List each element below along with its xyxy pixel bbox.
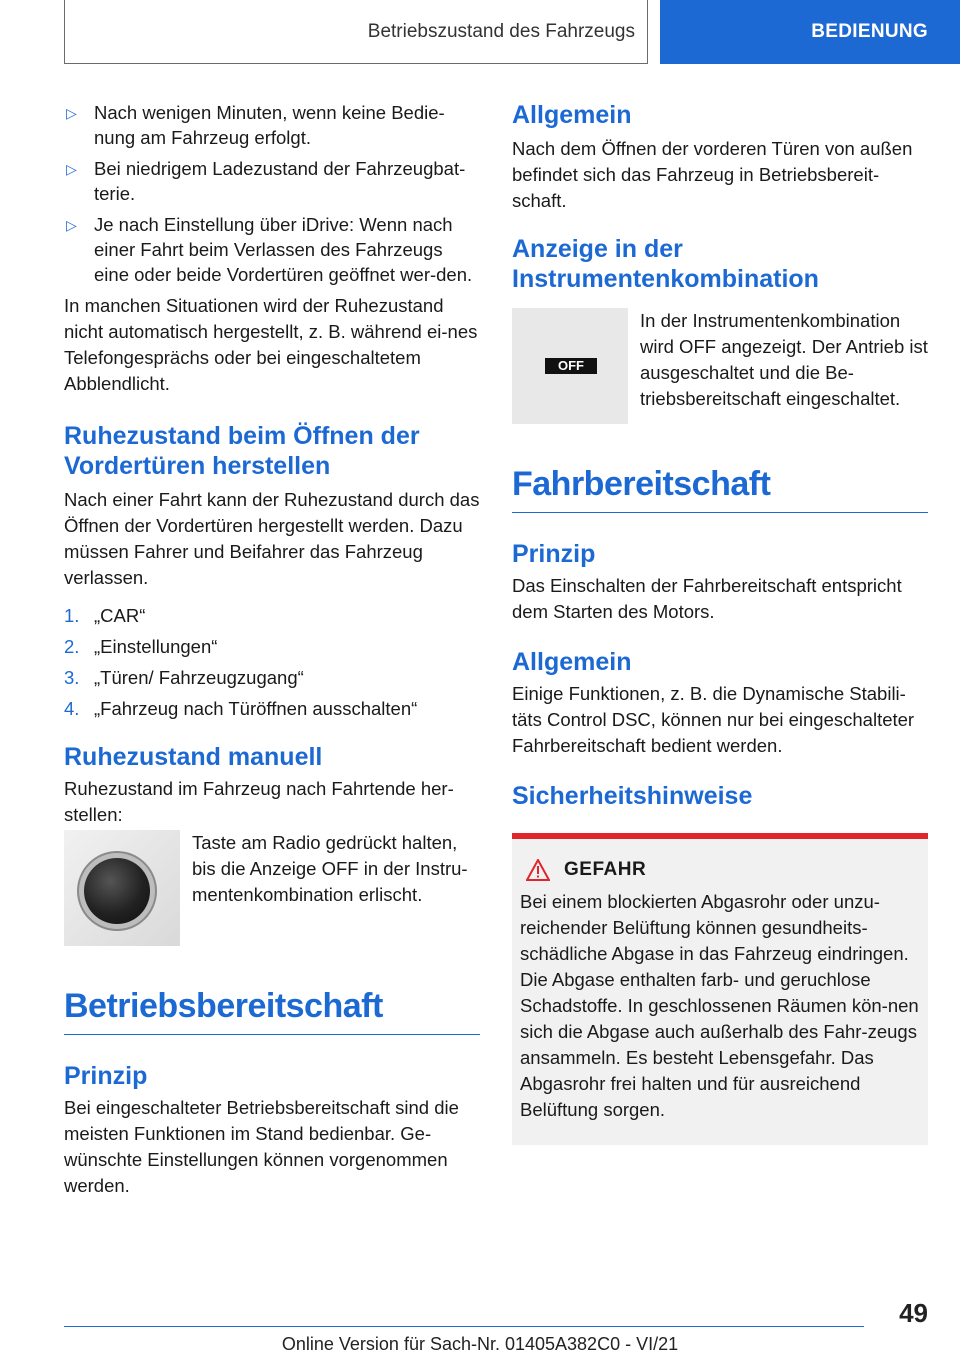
footer-online-version: Online Version für Sach-Nr. 01405A382C0 - VI/21 — [281, 1334, 679, 1354]
off-display-label: OFF — [545, 358, 597, 374]
list-item: 3. „Türen/ Fahrzeugzugang“ — [64, 667, 304, 688]
radio-knob-icon — [84, 858, 150, 924]
left-column — [64, 100, 480, 1199]
radio-button-image — [64, 830, 180, 946]
paragraph-situations: In manchen Situationen wird der Ruhezustand nicht automatisch hergestellt, z. B. während ei-nes Telefongesprächs oder bei eingeschaltetem Abblendlicht. — [64, 295, 478, 394]
warning-triangle-icon — [526, 859, 550, 881]
heading-general-2: Allgemein — [512, 648, 632, 676]
heading-principle-left: Prinzip — [64, 1062, 148, 1090]
heading-display: Anzeige in der Instrumentenkombination — [512, 235, 819, 293]
paragraph-principle-left: Bei eingeschalteter Betriebsbereitschaft sind die meisten Funktionen im Stand bedienbar. Ge-wünschte Einstellungen können vorgenommen werden. — [64, 1097, 459, 1196]
list-item: ▷ Je nach Einstellung über iDrive: Wenn nach einer Fahrt beim Verlassen des Fahrzeugs eine oder beide Vordertüren geöffnet wer-den. — [66, 214, 473, 285]
steps-list — [64, 603, 480, 722]
chapter-heading-fahrbereitschaft: Fahrbereitschaft — [512, 465, 771, 503]
list-item: 1. „CAR“ — [64, 605, 146, 626]
heading-principle-right: Prinzip — [512, 540, 596, 568]
paragraph-manual: Ruhezustand im Fahrzeug nach Fahrtende her-stellen: — [64, 778, 454, 825]
off-display-image — [512, 308, 628, 424]
warning-text: Bei einem blockierten Abgasrohr oder unzu-reichender Belüftung können gesundheits-schädliche Abgase in das Fahrzeug eindringen. Die Abgase enthalten farb- und geruchlose Schadstoffe. In geschlossenen Räumen kön-nen sich die Abgase auch außerhalb des Fahr-zeugs ansammeln. Es besteht Lebensgefahr. Das Abgasrohr frei halten und für ausreichend Belüftung sorgen. — [520, 891, 919, 1120]
page-number: 49 — [899, 1298, 928, 1328]
paragraph-general: Nach dem Öffnen der vorderen Türen von außen befindet sich das Fahrzeug in Betriebsbereit-schaft. — [512, 138, 913, 211]
off-display-caption: In der Instrumentenkombination wird OFF angezeigt. Der Antrieb ist ausgeschaltet und die Be-triebsbereitschaft eingeschaltet. — [640, 310, 928, 409]
warning-title: GEFAHR — [564, 859, 647, 880]
header-section-box — [64, 0, 648, 64]
header-section-title: Betriebszustand des Fahrzeugs — [367, 20, 635, 42]
triangle-bullet-icon: ▷ — [66, 217, 77, 233]
heading-general: Allgemein — [512, 101, 632, 129]
off-display-figure-row — [512, 308, 928, 424]
heading-doors: Ruhezustand beim Öffnen der Vordertüren herstellen — [64, 422, 420, 480]
paragraph-principle-right: Das Einschalten der Fahrbereitschaft entspricht dem Starten des Motors. — [512, 575, 902, 622]
list-item: 2. „Einstellungen“ — [64, 636, 218, 657]
chapter-divider — [512, 512, 928, 513]
bullet-list — [64, 100, 480, 287]
danger-warning-box — [512, 833, 928, 1145]
radio-button-caption: Taste am Radio gedrückt halten, bis die Anzeige OFF in der Instru-mentenkombination erlischt. — [192, 832, 468, 905]
chapter-heading-betriebsbereitschaft: Betriebsbereitschaft — [64, 987, 383, 1025]
list-item: ▷ Bei niedrigem Ladezustand der Fahrzeugbat-terie. — [66, 158, 466, 204]
triangle-bullet-icon: ▷ — [66, 161, 77, 177]
right-column — [512, 100, 928, 1145]
radio-button-figure-row — [64, 830, 480, 946]
list-item: ▷ Nach wenigen Minuten, wenn keine Bedie-nung am Fahrzeug erfolgt. — [66, 102, 445, 148]
chapter-tab-label: BEDIENUNG — [811, 21, 928, 42]
heading-safety: Sicherheitshinweise — [512, 782, 753, 810]
footer-divider — [64, 1326, 864, 1327]
chapter-divider — [64, 1034, 480, 1035]
paragraph-doors: Nach einer Fahrt kann der Ruhezustand durch das Öffnen der Vordertüren hergestellt werden. Dazu müssen Fahrer und Beifahrer das Fahrzeug verlassen. — [64, 489, 480, 588]
list-item: 4. „Fahrzeug nach Türöffnen ausschalten“ — [64, 698, 418, 719]
heading-manual: Ruhezustand manuell — [64, 743, 323, 771]
paragraph-general-2: Einige Funktionen, z. B. die Dynamische Stabili-täts Control DSC, können nur bei eingeschalteter Fahrbereitschaft bedient werden. — [512, 683, 915, 756]
header-chapter-tab — [660, 0, 960, 64]
warning-title-row — [526, 859, 920, 881]
triangle-bullet-icon: ▷ — [66, 105, 77, 121]
